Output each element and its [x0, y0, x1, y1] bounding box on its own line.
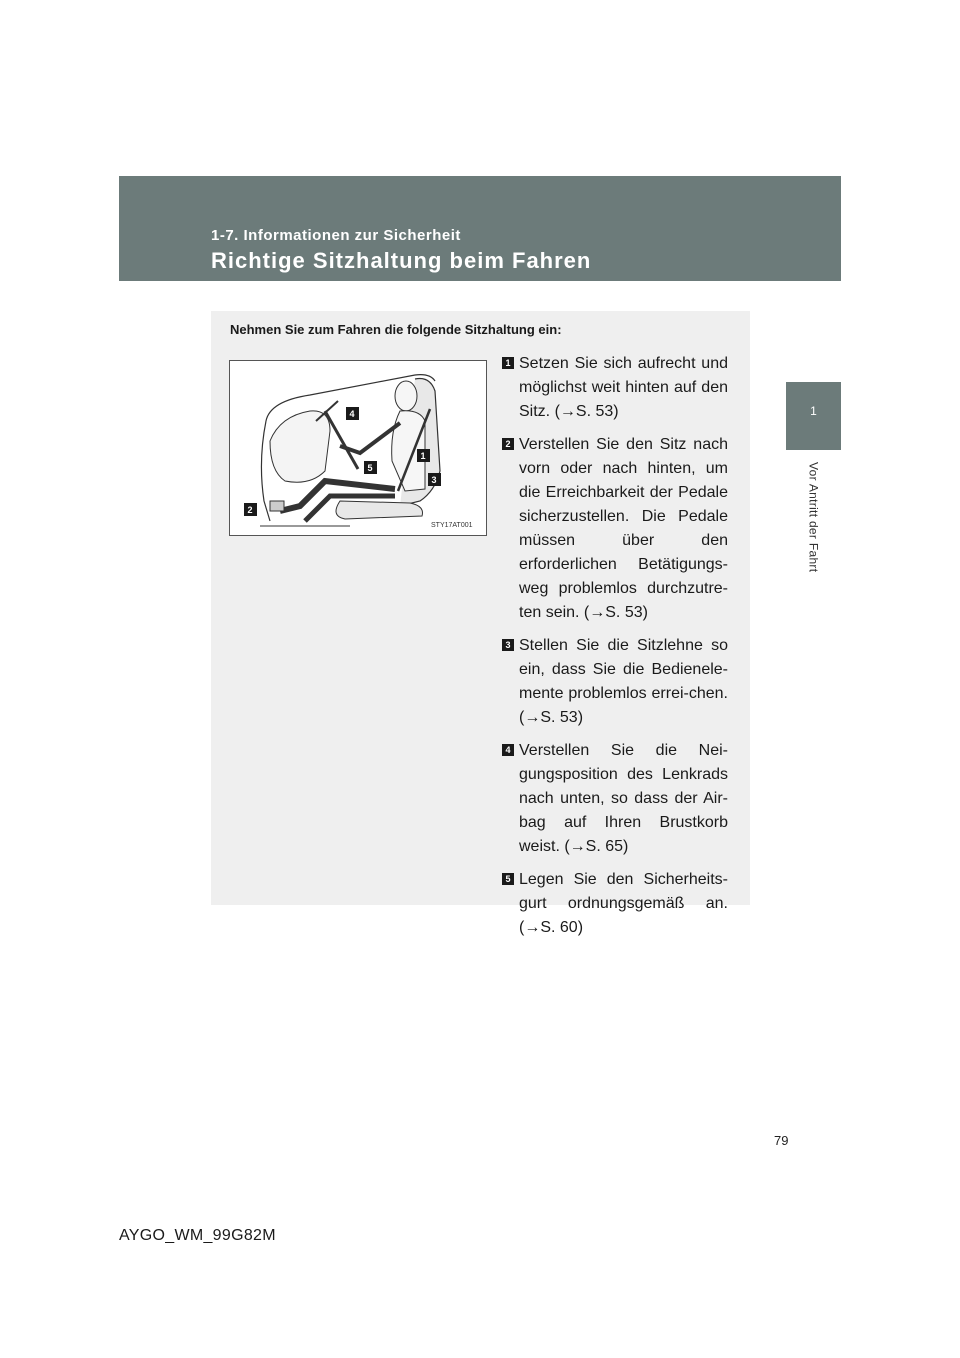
item-number: 5	[502, 873, 514, 885]
list-item	[502, 634, 728, 730]
callout-1: 1	[420, 451, 426, 461]
model-code: AYGO_WM_99G82M	[119, 1227, 276, 1244]
item-text: Legen Sie den Sicherheits-gurt ordnungsgemäß an. (→S. 60)	[519, 871, 728, 936]
chapter-side-label-text: Vor Antritt der Fahrt	[806, 462, 821, 573]
item-text: Verstellen Sie die Nei-gungsposition des Lenkrads nach unten, so dass der Air-bag auf Ihren Brustkorb weist. (→S. 65)	[519, 742, 728, 855]
intro-text: Nehmen Sie zum Fahren die folgende Sitzhaltung ein:	[230, 322, 562, 337]
item-text: Verstellen Sie den Sitz nach vorn oder nach hinten, um die Erreichbarkeit der Pedale sicherzustellen. Die Pedale müssen über den erforderlichen Betätigungs-weg problemlos durchzutre-ten sein. (→S. 53)	[519, 436, 728, 621]
item-text: Setzen Sie sich aufrecht und möglichst weit hinten auf den Sitz. (→S. 53)	[519, 355, 728, 420]
callout-2: 2	[247, 505, 253, 515]
figure-code: STY17AT001	[431, 522, 473, 529]
section-label: 1-7. Informationen zur Sicherheit	[211, 227, 461, 244]
item-number: 4	[502, 744, 514, 756]
chapter-side-label	[786, 462, 841, 607]
item-number: 1	[502, 357, 514, 369]
callout-3: 3	[431, 475, 437, 485]
callout-5: 5	[367, 463, 373, 473]
list-item	[502, 352, 728, 424]
list-item	[502, 739, 728, 859]
seating-illustration	[229, 360, 487, 536]
list-item	[502, 868, 728, 940]
callout-4: 4	[349, 409, 355, 419]
seating-drawing	[230, 361, 486, 535]
chapter-tab-number: 1	[810, 404, 817, 418]
content-box	[211, 311, 750, 936]
item-text: Stellen Sie die Sitzlehne so ein, dass Sie die Bedienele-mente problemlos errei-chen. (→S. 53)	[519, 637, 728, 726]
page-title: Richtige Sitzhaltung beim Fahren	[211, 248, 592, 273]
page-number: 79	[774, 1133, 789, 1148]
item-number: 2	[502, 438, 514, 450]
instruction-list	[502, 352, 728, 949]
chapter-tab[interactable]	[786, 382, 841, 450]
list-item	[502, 433, 728, 625]
chapter-header	[119, 176, 841, 281]
item-number: 3	[502, 639, 514, 651]
